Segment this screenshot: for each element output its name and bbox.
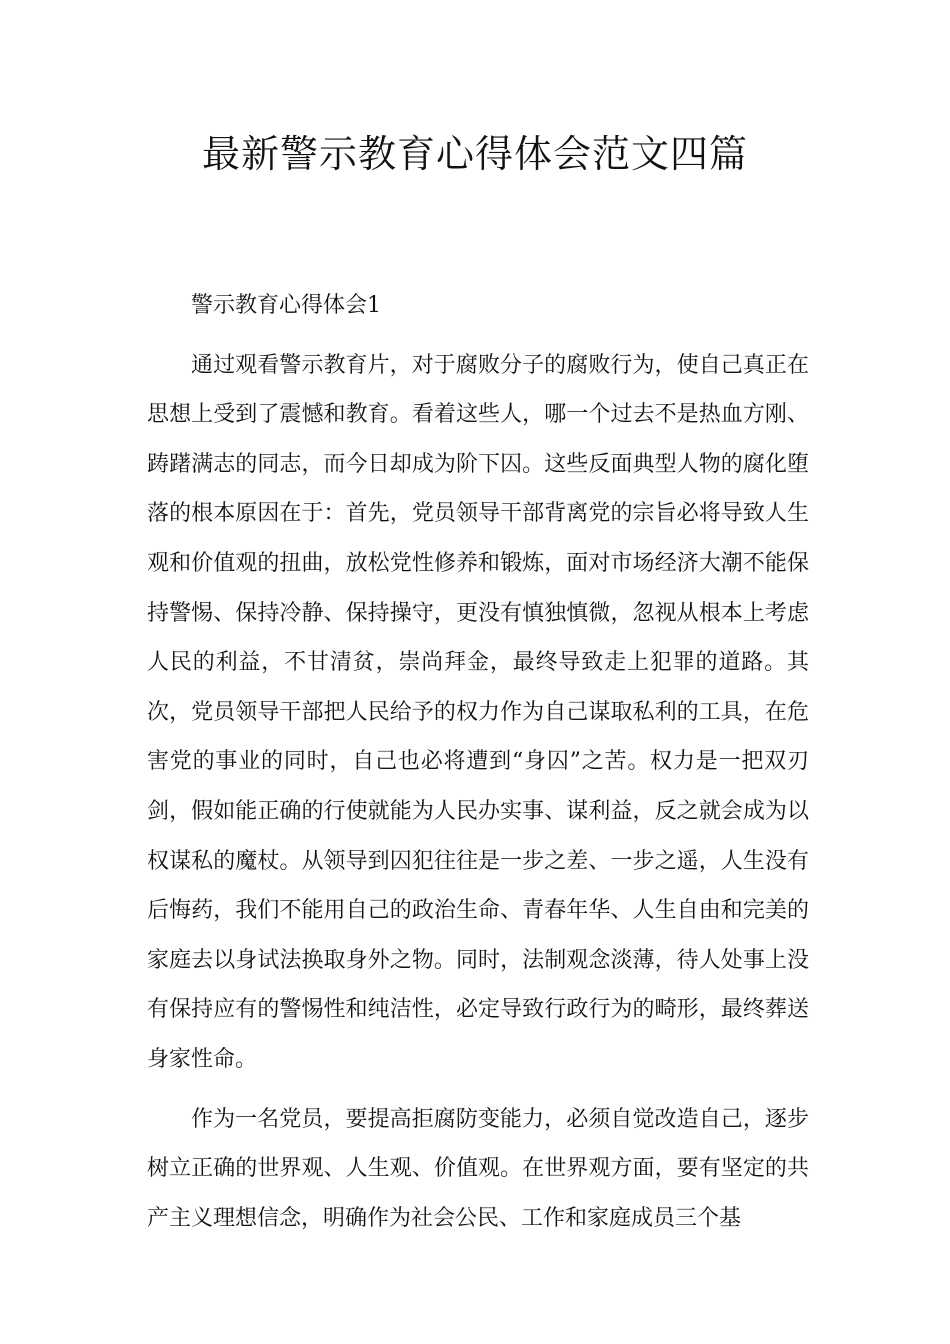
body-paragraph: 通过观看警示教育片，对于腐败分子的腐败行为，使自己真正在思想上受到了震憾和教育。看着这些人，哪一个过去不是热血方刚、踌躇满志的同志，而今日却成为阶下囚。这些反面典型人物的腐化堕落的根本原因在于：首先，党员领导干部背离党的宗旨必将导致人生观和价值观的扭曲，放松党性修养和锻炼，面对市场经济大潮不能保持警惕、保持冷静、保持操守，更没有慎独慎微，忽视从根本上考虑人民的利益，不甘清贫，崇尚拜金，最终导致走上犯罪的道路。其次，党员领导干部把人民给予的权力作为自己谋取私利的工具，在危害党的事业的同时，自己也必将遭到“身囚”之苦。权力是一把双刃剑，假如能正确的行使就能为人民办实事、谋利益，反之就会成为以权谋私的魔杖。从领导到囚犯往往是一步之差、一步之遥，人生没有后悔药，我们不能用自己的政治生命、青春年华、人生自由和完美的家庭去以身试法换取身外之物。同时，法制观念淡薄，待人处事上没有保持应有的警惕性和纯洁性，必定导致行政行为的畸形，最终葬送身家性命。 — [147, 352, 809, 1072]
section-heading: 警示教育心得体会1 — [191, 293, 381, 318]
document-title: 最新警示教育心得体会范文四篇 — [201, 132, 748, 176]
body-paragraph: 作为一名党员，要提高拒腐防变能力，必须自觉改造自己，逐步树立正确的世界观、人生观、价值观。在世界观方面，要有坚定的共产主义理想信念，明确作为社会公民、工作和家庭成员三个基 — [147, 1106, 809, 1231]
document-body — [147, 281, 809, 1253]
